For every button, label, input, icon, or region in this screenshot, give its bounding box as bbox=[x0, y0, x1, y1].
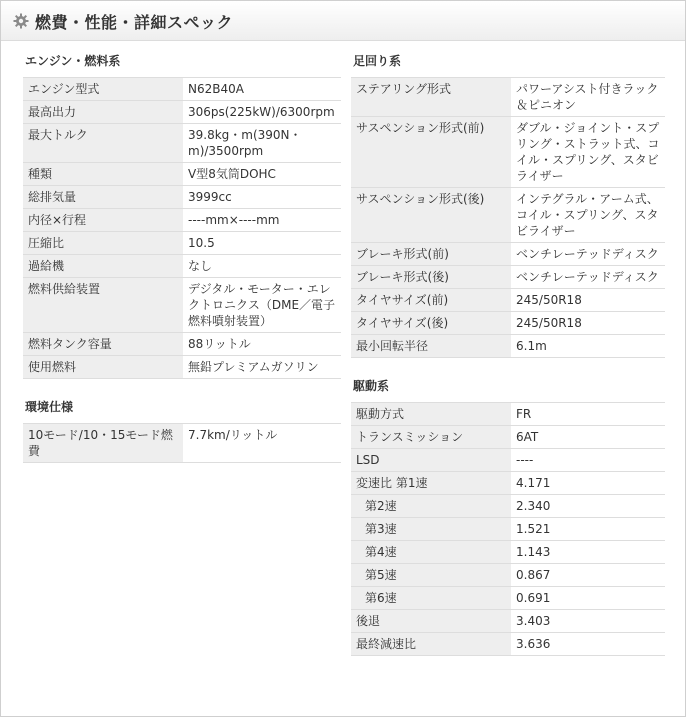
spec-label: 使用燃料 bbox=[23, 356, 183, 379]
section-title-environment: 環境仕様 bbox=[25, 400, 74, 414]
spec-label: 燃料供給装置 bbox=[23, 278, 183, 333]
spec-value: N62B40A bbox=[183, 78, 341, 101]
table-row bbox=[351, 541, 665, 564]
spec-value: FR bbox=[511, 403, 665, 426]
spec-label: 最小回転半径 bbox=[351, 335, 511, 358]
spec-label: 第2速 bbox=[351, 495, 511, 518]
spec-value: 2.340 bbox=[511, 495, 665, 518]
table-row bbox=[351, 289, 665, 312]
section-title-engine: エンジン・燃料系 bbox=[25, 54, 121, 68]
table-row bbox=[23, 356, 341, 379]
engine-spec-table bbox=[23, 77, 341, 379]
table-row bbox=[23, 255, 341, 278]
environment-spec-table bbox=[23, 423, 341, 463]
spec-label: 後退 bbox=[351, 610, 511, 633]
table-row bbox=[351, 449, 665, 472]
spec-label: 駆動方式 bbox=[351, 403, 511, 426]
table-row bbox=[351, 472, 665, 495]
spec-label: 第6速 bbox=[351, 587, 511, 610]
spec-value: なし bbox=[183, 255, 341, 278]
spec-label: 最大トルク bbox=[23, 124, 183, 163]
table-row bbox=[351, 188, 665, 243]
spec-label: 種類 bbox=[23, 163, 183, 186]
spec-value: ベンチレーテッドディスク bbox=[511, 266, 665, 289]
spec-label: 過給機 bbox=[23, 255, 183, 278]
table-row bbox=[23, 209, 341, 232]
gear-icon bbox=[13, 13, 29, 29]
spec-label: 変速比 第1速 bbox=[351, 472, 511, 495]
table-row bbox=[351, 587, 665, 610]
spec-value: 3.636 bbox=[511, 633, 665, 656]
spec-value: インテグラル・アーム式、コイル・スプリング、スタビライザー bbox=[511, 188, 665, 243]
table-row bbox=[23, 78, 341, 101]
spec-label: 第5速 bbox=[351, 564, 511, 587]
table-row bbox=[23, 101, 341, 124]
spec-label: 圧縮比 bbox=[23, 232, 183, 255]
table-row bbox=[351, 495, 665, 518]
section-title-drive: 駆動系 bbox=[353, 379, 390, 393]
spec-value: ----mm×----mm bbox=[183, 209, 341, 232]
table-row bbox=[351, 335, 665, 358]
left-column bbox=[23, 51, 341, 463]
table-row bbox=[351, 633, 665, 656]
spec-value: 無鉛プレミアムガソリン bbox=[183, 356, 341, 379]
spec-value: 7.7km/リットル bbox=[183, 424, 341, 463]
spec-label: ブレーキ形式(前) bbox=[351, 243, 511, 266]
spec-value: 1.143 bbox=[511, 541, 665, 564]
spec-value: 245/50R18 bbox=[511, 312, 665, 335]
chassis-spec-table bbox=[351, 77, 665, 358]
spec-value: 39.8kg・m(390N・m)/3500rpm bbox=[183, 124, 341, 163]
spec-value: ---- bbox=[511, 449, 665, 472]
spec-value: 6.1m bbox=[511, 335, 665, 358]
drive-spec-table bbox=[351, 402, 665, 656]
spec-label: 燃料タンク容量 bbox=[23, 333, 183, 356]
table-row bbox=[351, 518, 665, 541]
spec-label: 10モード/10・15モード燃費 bbox=[23, 424, 183, 463]
spec-value: 306ps(225kW)/6300rpm bbox=[183, 101, 341, 124]
table-row bbox=[351, 117, 665, 188]
spec-value: デジタル・モーター・エレクトロニクス（DME／電子燃料噴射装置） bbox=[183, 278, 341, 333]
spec-label: タイヤサイズ(後) bbox=[351, 312, 511, 335]
spec-value: ベンチレーテッドディスク bbox=[511, 243, 665, 266]
spec-value: 4.171 bbox=[511, 472, 665, 495]
table-row bbox=[351, 610, 665, 633]
spec-value: 10.5 bbox=[183, 232, 341, 255]
spec-label: 第3速 bbox=[351, 518, 511, 541]
table-row bbox=[23, 232, 341, 255]
table-row bbox=[23, 186, 341, 209]
spec-label: 総排気量 bbox=[23, 186, 183, 209]
spec-value: 3.403 bbox=[511, 610, 665, 633]
page-title: 燃費・性能・詳細スペック bbox=[35, 13, 234, 32]
table-row bbox=[351, 312, 665, 335]
spec-label: サスペンション形式(後) bbox=[351, 188, 511, 243]
table-row bbox=[23, 278, 341, 333]
table-row bbox=[351, 426, 665, 449]
panel-header bbox=[1, 1, 685, 41]
table-row bbox=[351, 266, 665, 289]
spec-value: パワーアシスト付きラック＆ピニオン bbox=[511, 78, 665, 117]
spec-label: トランスミッション bbox=[351, 426, 511, 449]
spec-value: 1.521 bbox=[511, 518, 665, 541]
spec-label: LSD bbox=[351, 449, 511, 472]
spec-label: 最終減速比 bbox=[351, 633, 511, 656]
spec-label: ブレーキ形式(後) bbox=[351, 266, 511, 289]
table-row bbox=[351, 78, 665, 117]
section-title-chassis: 足回り系 bbox=[353, 54, 402, 68]
spec-label: タイヤサイズ(前) bbox=[351, 289, 511, 312]
table-row bbox=[351, 243, 665, 266]
table-row bbox=[23, 333, 341, 356]
spec-label: サスペンション形式(前) bbox=[351, 117, 511, 188]
spec-value: 0.867 bbox=[511, 564, 665, 587]
spec-value: 3999cc bbox=[183, 186, 341, 209]
table-row bbox=[351, 564, 665, 587]
right-column bbox=[351, 51, 665, 656]
spec-label: 第4速 bbox=[351, 541, 511, 564]
table-row bbox=[23, 163, 341, 186]
spec-label: ステアリング形式 bbox=[351, 78, 511, 117]
table-row bbox=[23, 424, 341, 463]
spec-label: エンジン型式 bbox=[23, 78, 183, 101]
spec-value: 0.691 bbox=[511, 587, 665, 610]
spec-label: 最高出力 bbox=[23, 101, 183, 124]
table-row bbox=[23, 124, 341, 163]
spec-value: 88リットル bbox=[183, 333, 341, 356]
spec-value: 6AT bbox=[511, 426, 665, 449]
spec-value: ダブル・ジョイント・スプリング・ストラット式、コイル・スプリング、スタビライザー bbox=[511, 117, 665, 188]
spec-label: 内径×行程 bbox=[23, 209, 183, 232]
spec-value: 245/50R18 bbox=[511, 289, 665, 312]
spec-value: V型8気筒DOHC bbox=[183, 163, 341, 186]
table-row bbox=[351, 403, 665, 426]
